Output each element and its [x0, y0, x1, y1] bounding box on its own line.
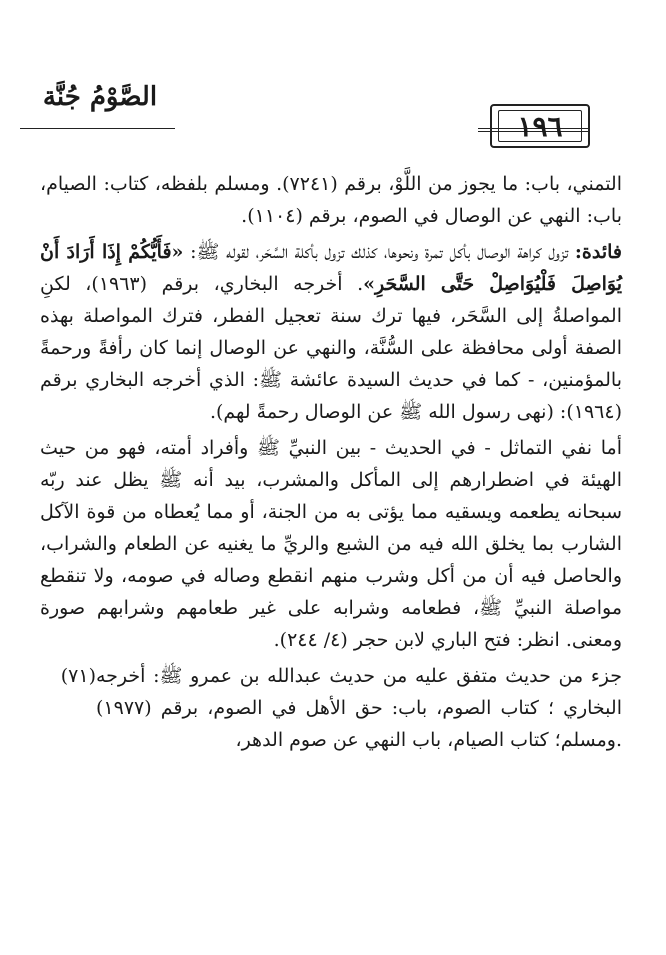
paragraph-explanation: أما نفي التماثل - في الحديث - بين النبيِّ ﷺ وأفراد أمته، فهو من حيث الهيئة في اضطرارهم إلى المأكل والمشرب، بيد أنه ﷺ يظل عند ربّه سبحانه يطعمه ويسقيه مما يؤتى به من الجنة، أو مما يُعطاه من قوة الآكل الشارب بما يخلق الله فيه من الشبع والريِّ ما يغنيه عن الطعام والشراب، والحاصل فيه أن من أكل وشرب منهم انقطع وصاله في صومه، ولا تنقطع مواصلة النبيِّ ﷺ، فطعامه وشرابه على غير طعامهم وشرابهم صورة ومعنى. انظر: فتح الباري لابن حجر (٤/ ٢٤٤).	[40, 437, 622, 651]
footnote-text: جزء من حديث متفق عليه من حديث عبدالله بن عمرو ﷺ: أخرجه البخاري ؛ كتاب الصوم، باب: حق الأهل في الصوم، برقم (١٩٧٧) .ومسلم؛ كتاب الصيام، باب النهي عن صوم الدهر،	[96, 665, 622, 751]
page-header	[20, 82, 646, 152]
page-number-frame	[490, 104, 590, 148]
header-rule-left	[20, 128, 175, 129]
benefit-text-before: تزول كراهة الوصال بأكل تمرة ونحوها، كذلك تزول بأكلة السَّحَر، لقوله ﷺ:	[183, 241, 575, 263]
page-number: ١٩٦	[517, 109, 563, 143]
footnote	[40, 660, 622, 756]
benefit-text-after: . أخرجه البخاري، برقم (١٩٦٣)، لكنِ المواصلةُ إلى السَّحَر، فيها ترك سنة تعجيل الفطر، فترك المواصلة بهذه الصفة	[40, 273, 622, 359]
paragraph-benefit	[40, 236, 622, 428]
paragraph-continuation: التمني، باب: ما يجوز من اللَّوْ، برقم (٧٢٤١). ومسلم بلفظه، كتاب: الصيام، باب: النهي عن الوصال في الصوم، برقم (١١٠٤).	[40, 173, 622, 227]
hadith-quote: «فَأَيُّكُمْ إِذَا أَرَادَ أَنْ يُوَاصِلَ فَلْيُوَاصِلْ حَتَّى السَّحَرِ»	[40, 241, 622, 295]
benefit-label: فائدة:	[574, 241, 622, 263]
page-body	[40, 168, 622, 760]
footnote-number: (٧١)	[60, 665, 96, 687]
benefit-text-end: أولى محافظة على السُّنَّة، والنهي عن الوصال إنما كان رأفةً ورحمةً بالمؤمنين، - كما في حديث السيدة عائشة ﷺ: الذي أخرجه البخاري برقم (١٩٦٤): (نهى رسول الله ﷺ عن الوصال رحمةً لهم).	[40, 337, 622, 423]
book-title: الصَّوْمُ جُنَّة	[42, 82, 158, 112]
